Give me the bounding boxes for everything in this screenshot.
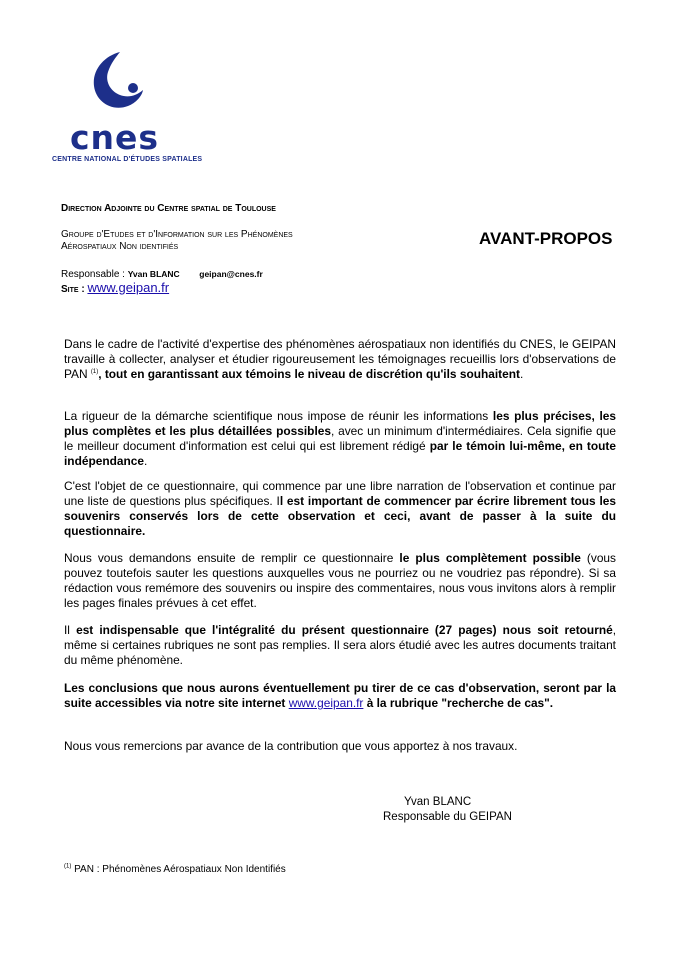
logo-wordmark: cnes bbox=[70, 118, 160, 157]
signature-role: Responsable du GEIPAN bbox=[383, 811, 512, 823]
signature-name: Yvan BLANC bbox=[404, 796, 472, 808]
site-link[interactable]: www.geipan.fr bbox=[87, 280, 170, 295]
responsable-email: geipan@cnes.fr bbox=[199, 269, 263, 279]
footnote: $^{(1)}$ PAN : Phénomènes Aérospatiaux Non Identifiés bbox=[64, 863, 286, 875]
site-label: Site : bbox=[61, 284, 85, 295]
site-line bbox=[61, 282, 169, 296]
groupe-line-2: Aérospatiaux Non identifiés bbox=[61, 241, 179, 252]
direction-line: Direction Adjointe du Centre spatial de Toulouse bbox=[61, 203, 276, 214]
responsable-label: Responsable : bbox=[61, 269, 125, 280]
paragraph-5: Il est indispensable que l'intégralité du présent questionnaire (27 pages) nous soit retourné, même si certaines rubriques ne sont pas remplies. Il sera alors étudié avec les autres documents traitant du même phénomène. bbox=[64, 623, 617, 667]
cnes-swirl-icon bbox=[90, 48, 146, 112]
logo-subtitle: CENTRE NATIONAL D'ÉTUDES SPATIALES bbox=[52, 156, 203, 163]
geipan-link[interactable]: www.geipan.fr bbox=[288, 696, 364, 710]
paragraph-4: Nous vous demandons ensuite de remplir ce questionnaire le plus complètement possible (vous pouvez toutefois sauter les questions auxquelles vous ne pourriez ou ne voudriez pas répondre). Si sa rédaction vous remémore des souvenirs ou inspire des commentaires, nous vous invitons alors à remplir les pages finales prévues à cet effet. bbox=[64, 551, 616, 610]
paragraph-7: Nous vous remercions par avance de la contribution que vous apportez à nos travaux. bbox=[64, 739, 518, 753]
groupe-line-1: Groupe d'Etudes et d'Information sur les Phénomènes bbox=[61, 229, 293, 240]
paragraph-6: Les conclusions que nous aurons éventuellement pu tirer de ce cas d'observation, seront par la suite accessibles via notre site internet www.geipan.fr à la rubrique "recherche de cas". bbox=[64, 681, 616, 710]
paragraph-1: Dans le cadre de l'activité d'expertise des phénomènes aérospatiaux non identifiés du CNES, le GEIPAN travaille à collecter, analyser et étudier rigoureusement les témoignages recueillis lors d'observations de PAN $^{(1)}$, tout en garantissant aux témoins le niveau de discrétion qu'ils souhaitent. bbox=[64, 337, 616, 381]
page-title: AVANT-PROPOS bbox=[479, 229, 613, 248]
paragraph-3: C'est l'objet de ce questionnaire, qui commence par une libre narration de l'observation et continue par une liste de questions plus spécifiques. Il est important de commencer par écrire librement tous les souvenirs conservés lors de cette observation et ceci, avant de passer à la suite du questionnaire. bbox=[64, 479, 616, 538]
cnes-logo bbox=[52, 48, 203, 168]
responsable-name: Yvan BLANC bbox=[127, 269, 180, 279]
paragraph-2: La rigueur de la démarche scientifique nous impose de réunir les informations les plus précises, les plus complètes et les plus détaillées possibles, avec un minimum d'intermédiaires. Cela signifie que le meilleur document d'information est celui qui est librement rédigé par le témoin lui-même, en toute indépendance. bbox=[64, 409, 616, 468]
